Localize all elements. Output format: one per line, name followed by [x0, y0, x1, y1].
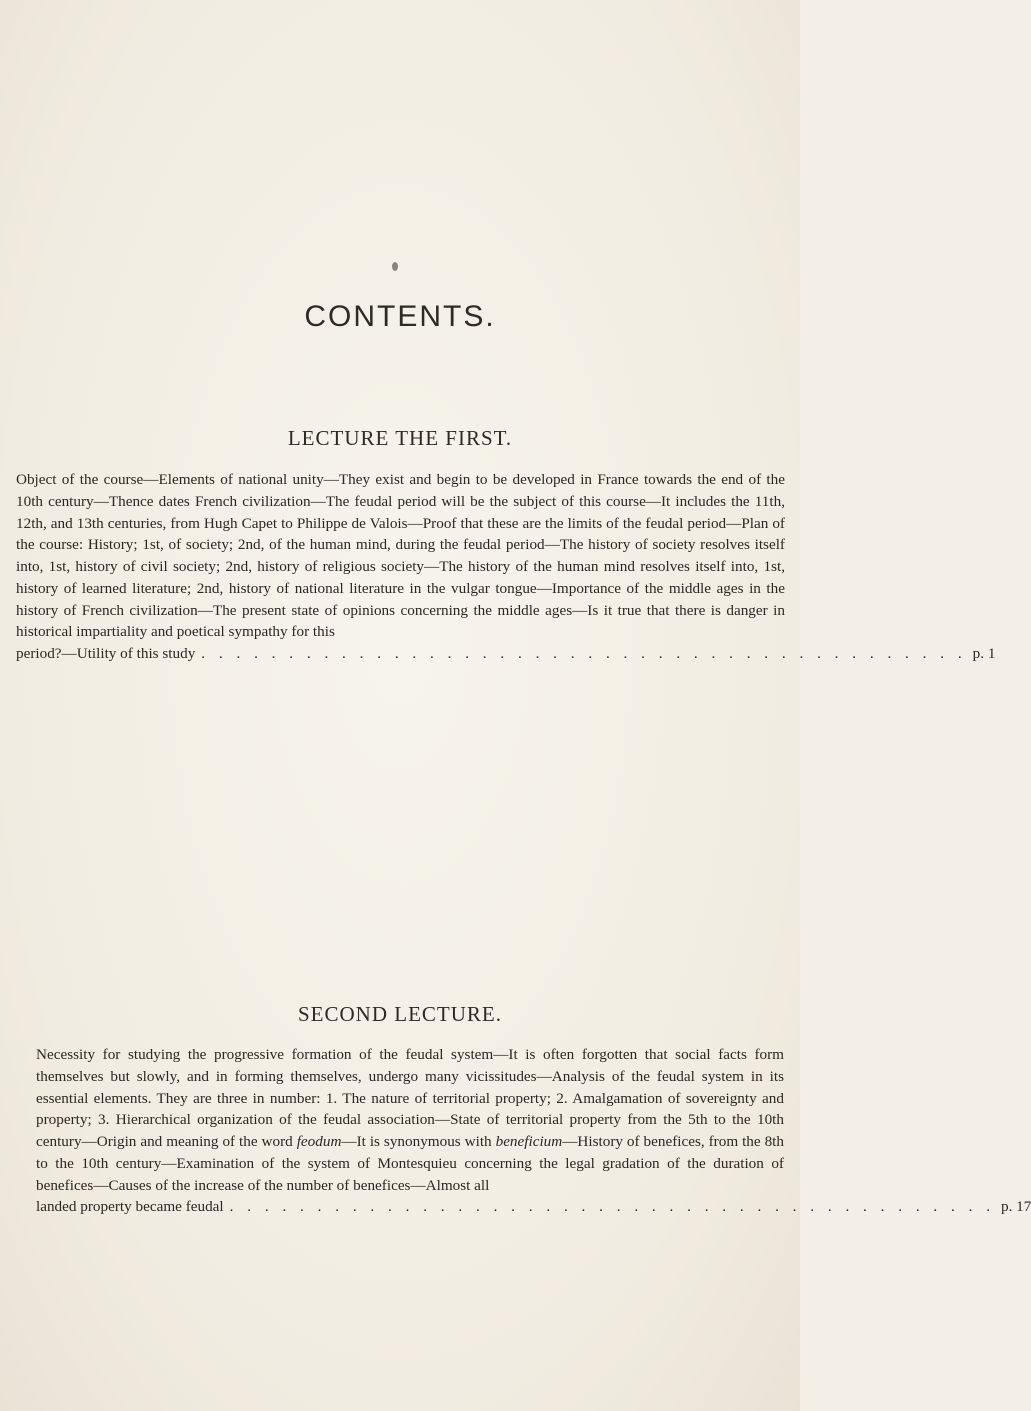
lecture-1-text: Object of the course—Elements of national unity—They exist and begin to be developed in France towards the end of the 10th century—Thence dates French civilization—The feudal period will be the subject of this course—It includes the 11th, 12th, and 13th centuries, from Hugh Capet to Philippe de Valois—Proof that these are the limits of the feudal period—Plan of the course: History; 1st, of society; 2nd, of the human mind, during the feudal period—The history of society resolves itself into, 1st, history of civil society; 2nd, history of religious society—The history of the human mind resolves itself into, 1st, history of learned literature; 2nd, history of national literature in the vulgar tongue—Importance of the middle ages in the history of French civilization—The present state of opinions concerning the middle ages—Is it true that there is danger in historical impartiality and poetical sympathy for this: [16, 471, 785, 641]
lecture-2-summary: [36, 1044, 1031, 1218]
lecture-2-last-line: landed property became feudal: [36, 1198, 224, 1216]
latin-term: beneficium: [495, 1133, 563, 1150]
lecture-1-last-line: period?—Utility of this study: [16, 645, 196, 662]
lecture-1-summary: [16, 469, 996, 665]
dot-leader: . . . . . . . . . . . . . . . . . . . . . . . . . . . . . . . . . . . . . . . . . . . .: [201, 645, 967, 662]
ink-speck: [392, 262, 398, 271]
lecture-1-page-row: [16, 643, 996, 665]
latin-term: feodum: [296, 1133, 342, 1150]
lecture-2-heading: SECOND LECTURE.: [298, 1002, 502, 1026]
lecture-1-page-ref: p. 1: [972, 645, 996, 662]
lecture-2-page-ref: p. 17: [1000, 1198, 1031, 1216]
page-title: CONTENTS.: [304, 300, 496, 333]
lecture-2-text: Necessity for studying the progressive formation of the feudal system—It is often forgotten that social facts form themselves but slowly, and in forming themselves, undergo many vicissitudes—Analysis of the feudal system in its essential elements. They are three in number: 1. The nature of territorial property; 2. Amalgamation of sovereignty and property; 3. Hierarchical organization of the feudal association—State of territorial property from the 5th to the 10th century—Origin and meaning of the word feodum—It is synonymous with beneficium—History of benefices, from the 8th to the 10th century—Examination of the system of Montesquieu concerning the legal gradation of the duration of benefices—Causes of the increase of the number of benefices—Almost all: [36, 1046, 784, 1194]
lecture-1-heading: LECTURE THE FIRST.: [287, 426, 513, 450]
lecture-2-page-row: [36, 1196, 1031, 1218]
dot-leader: . . . . . . . . . . . . . . . . . . . . . . . . . . . . . . . . . . . . . . . . . . . .: [229, 1198, 995, 1216]
